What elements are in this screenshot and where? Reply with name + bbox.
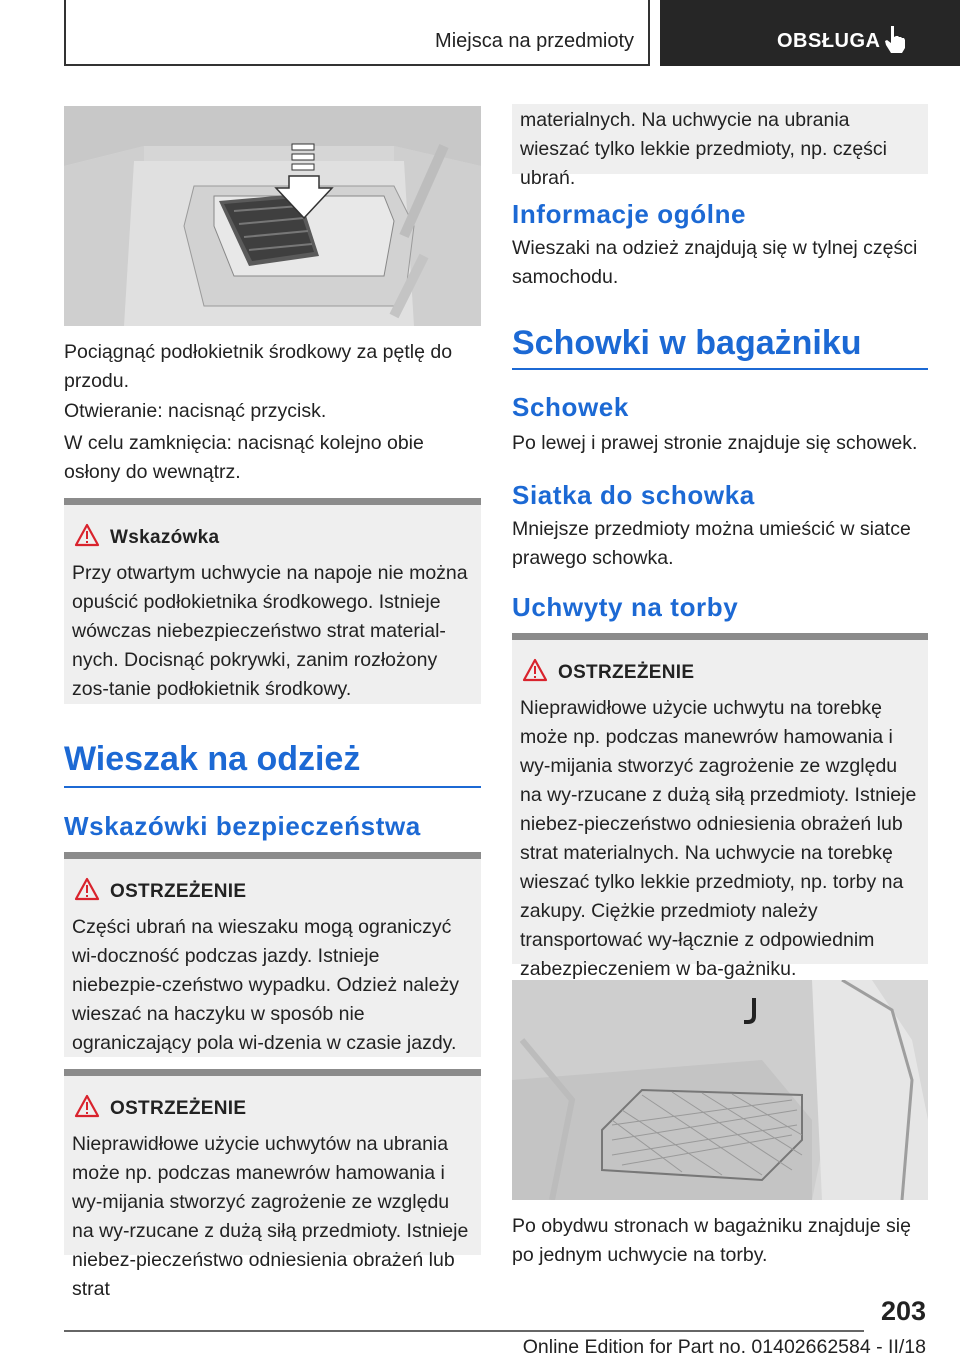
trunk-figure-caption: Po obydwu stronach w bagażniku znajduje się po jednym uchwycie na torby. — [512, 1215, 911, 1266]
warning-triangle-icon — [74, 1094, 100, 1118]
armrest-figure — [64, 106, 481, 326]
section-title-clothes-hook: Wieszak na odzież — [64, 740, 361, 778]
storage-compartment-text: Po lewej i prawej stronie znajduje się schowek. — [512, 432, 918, 454]
warning-box-2-continued — [512, 104, 928, 189]
warning-3-text: Nieprawidłowe użycie uchwytu na torebkę może np. podczas manewrów hamowania i wy-mijania stworzyć zagrożenie ze względu na wy-rzucane z dużą siłą przedmioty. Istnieje niebez-pieczeństwo odniesienia obrażeń lub strat materialnych. Na uchwycie na torebkę wieszać tylko lekkie przedmioty, np. torby na zakupy. Ciężkie przedmioty należy transportować wy-łącznie z odpowiednim zabezpieczeniem w ba-gażniku. — [520, 697, 917, 980]
subsection-safety-notes: Wskazówki bezpieczeństwa — [64, 811, 421, 841]
armrest-image — [64, 106, 481, 326]
warning-triangle-icon — [74, 877, 100, 901]
trunk-figure — [512, 980, 928, 1200]
subsection-compartment-net: Siatka do schowka — [512, 480, 755, 510]
section-title-trunk-storage: Schowki w bagażniku — [512, 324, 862, 362]
armrest-instruction-1: Pociągnąć podłokietnik środkowy za pętlę do przodu. — [64, 341, 453, 392]
section-title-rule — [64, 786, 481, 788]
trunk-image — [512, 980, 928, 1200]
warning-box-2 — [64, 1069, 481, 1300]
subsection-bag-hooks: Uchwyty na torby — [512, 592, 739, 622]
header-section-label: Miejsca na przedmioty — [435, 30, 634, 52]
section-title-rule — [512, 368, 928, 370]
warning-2-continued-text: materialnych. Na uchwycie na ubrania wieszać tylko lekkie przedmioty, np. części ubrań. — [520, 109, 888, 189]
footer-edition: Online Edition for Part no. 01402662584 - II/18 — [522, 1336, 926, 1358]
armrest-instruction-3: W celu zamknięcia: nacisnąć kolejno obie osłony do wewnątrz. — [64, 432, 424, 483]
compartment-net-text: Mniejsze przedmioty można umieścić w siatce prawego schowka. — [512, 518, 911, 569]
note-box — [64, 498, 481, 704]
warning-2-title: OSTRZEŻENIE — [110, 1098, 247, 1119]
hand-pointer-icon — [882, 24, 908, 54]
warning-3-title: OSTRZEŻENIE — [558, 662, 695, 683]
header-section-tab — [64, 0, 650, 66]
warning-triangle-icon — [74, 523, 100, 547]
footer-rule — [64, 1330, 864, 1332]
note-title: Wskazówka — [110, 527, 220, 548]
subsection-general-info: Informacje ogólne — [512, 199, 747, 229]
header-chapter-tab — [660, 0, 960, 66]
armrest-instruction-2: Otwieranie: nacisnąć przycisk. — [64, 400, 327, 422]
page-number: 203 — [880, 1296, 926, 1326]
warning-box-3 — [512, 633, 928, 980]
warning-1-title: OSTRZEŻENIE — [110, 881, 247, 902]
warning-triangle-icon — [522, 658, 548, 682]
warning-box-1 — [64, 852, 481, 1057]
header-chapter-label: OBSŁUGA — [777, 30, 881, 52]
general-info-text: Wieszaki na odzież znajdują się w tylnej części samochodu. — [512, 237, 918, 288]
warning-2-text: Nieprawidłowe użycie uchwytów na ubrania może np. podczas manewrów hamowania i wy-mijania stworzyć zagrożenie ze względu na wy-rzucane z dużą siłą przedmioty. Istnieje niebez-pieczeństwo odniesienia obrażeń lub strat — [72, 1133, 469, 1300]
warning-1-text: Części ubrań na wieszaku mogą ograniczyć wi-doczność podczas jazdy. Istnieje niebezpie-czeństwo wypadku. Odzież należy wieszać na haczyku w sposób nie ograniczający pola wi-dzenia w czasie jazdy. — [72, 916, 459, 1054]
note-text: Przy otwartym uchwycie na napoje nie można opuścić podłokietnika środkowego. Istnieje wówczas niebezpieczeństwo strat material-nych. Docisnąć pokrywki, zanim rozłożony zos-tanie podłokietnik środkowy. — [72, 562, 468, 700]
subsection-storage-compartment: Schowek — [512, 392, 629, 422]
